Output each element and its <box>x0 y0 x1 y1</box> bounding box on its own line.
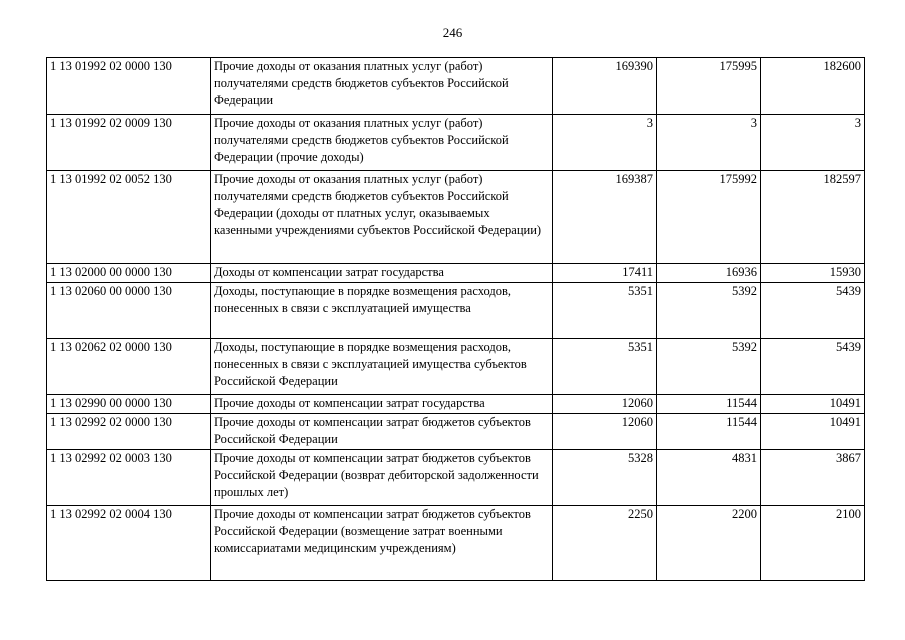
amount-year-2: 16936 <box>657 264 761 283</box>
revenue-name: Доходы, поступающие в порядке возмещения расходов, понесенных в связи с эксплуатацией имущества субъектов Российской Федерации <box>211 339 553 395</box>
amount-year-2: 175992 <box>657 171 761 264</box>
amount-year-3: 2100 <box>761 506 865 581</box>
revenue-code: 1 13 02992 02 0004 130 <box>47 506 211 581</box>
amount-year-1: 17411 <box>553 264 657 283</box>
amount-year-2: 175995 <box>657 58 761 115</box>
amount-year-3: 3 <box>761 115 865 171</box>
amount-year-1: 5351 <box>553 283 657 339</box>
revenue-code: 1 13 02000 00 0000 130 <box>47 264 211 283</box>
amount-year-1: 169387 <box>553 171 657 264</box>
amount-year-3: 5439 <box>761 339 865 395</box>
revenue-code: 1 13 01992 02 0000 130 <box>47 58 211 115</box>
amount-year-2: 3 <box>657 115 761 171</box>
revenue-name: Прочие доходы от оказания платных услуг (работ) получателями средств бюджетов субъектов Российской Федерации (доходы от платных услуг, оказываемых казенными учреждениями субъектов Российской Федерации) <box>211 171 553 264</box>
amount-year-3: 182600 <box>761 58 865 115</box>
table-row <box>47 283 865 339</box>
table-row <box>47 395 865 414</box>
amount-year-2: 2200 <box>657 506 761 581</box>
revenue-name: Прочие доходы от компенсации затрат бюджетов субъектов Российской Федерации (возврат дебиторской задолженности прошлых лет) <box>211 450 553 506</box>
amount-year-2: 11544 <box>657 414 761 450</box>
table-row <box>47 506 865 581</box>
revenue-code: 1 13 02990 00 0000 130 <box>47 395 211 414</box>
amount-year-1: 5328 <box>553 450 657 506</box>
revenue-name: Прочие доходы от оказания платных услуг (работ) получателями средств бюджетов субъектов Российской Федерации (прочие доходы) <box>211 115 553 171</box>
amount-year-1: 169390 <box>553 58 657 115</box>
revenue-table <box>46 57 865 581</box>
amount-year-3: 182597 <box>761 171 865 264</box>
amount-year-2: 5392 <box>657 283 761 339</box>
amount-year-3: 3867 <box>761 450 865 506</box>
amount-year-2: 11544 <box>657 395 761 414</box>
amount-year-3: 5439 <box>761 283 865 339</box>
amount-year-2: 4831 <box>657 450 761 506</box>
table-row <box>47 58 865 115</box>
table-row <box>47 264 865 283</box>
page-number: 246 <box>442 25 463 40</box>
revenue-name: Доходы, поступающие в порядке возмещения расходов, понесенных в связи с эксплуатацией имущества <box>211 283 553 339</box>
revenue-code: 1 13 02992 02 0000 130 <box>47 414 211 450</box>
table-row <box>47 115 865 171</box>
table-row <box>47 171 865 264</box>
revenue-code: 1 13 02992 02 0003 130 <box>47 450 211 506</box>
revenue-name: Доходы от компенсации затрат государства <box>211 264 553 283</box>
amount-year-3: 10491 <box>761 395 865 414</box>
revenue-code: 1 13 01992 02 0052 130 <box>47 171 211 264</box>
amount-year-3: 15930 <box>761 264 865 283</box>
revenue-code: 1 13 02062 02 0000 130 <box>47 339 211 395</box>
revenue-code: 1 13 02060 00 0000 130 <box>47 283 211 339</box>
revenue-name: Прочие доходы от компенсации затрат государства <box>211 395 553 414</box>
amount-year-2: 5392 <box>657 339 761 395</box>
amount-year-1: 2250 <box>553 506 657 581</box>
amount-year-1: 12060 <box>553 414 657 450</box>
amount-year-3: 10491 <box>761 414 865 450</box>
revenue-name: Прочие доходы от компенсации затрат бюджетов субъектов Российской Федерации (возмещение затрат военными комиссариатами медицинским учреждениям) <box>211 506 553 581</box>
revenue-name: Прочие доходы от компенсации затрат бюджетов субъектов Российской Федерации <box>211 414 553 450</box>
table-row <box>47 414 865 450</box>
amount-year-1: 12060 <box>553 395 657 414</box>
revenue-name: Прочие доходы от оказания платных услуг (работ) получателями средств бюджетов субъектов Российской Федерации <box>211 58 553 115</box>
table-row <box>47 339 865 395</box>
amount-year-1: 5351 <box>553 339 657 395</box>
revenue-code: 1 13 01992 02 0009 130 <box>47 115 211 171</box>
table-row <box>47 450 865 506</box>
amount-year-1: 3 <box>553 115 657 171</box>
